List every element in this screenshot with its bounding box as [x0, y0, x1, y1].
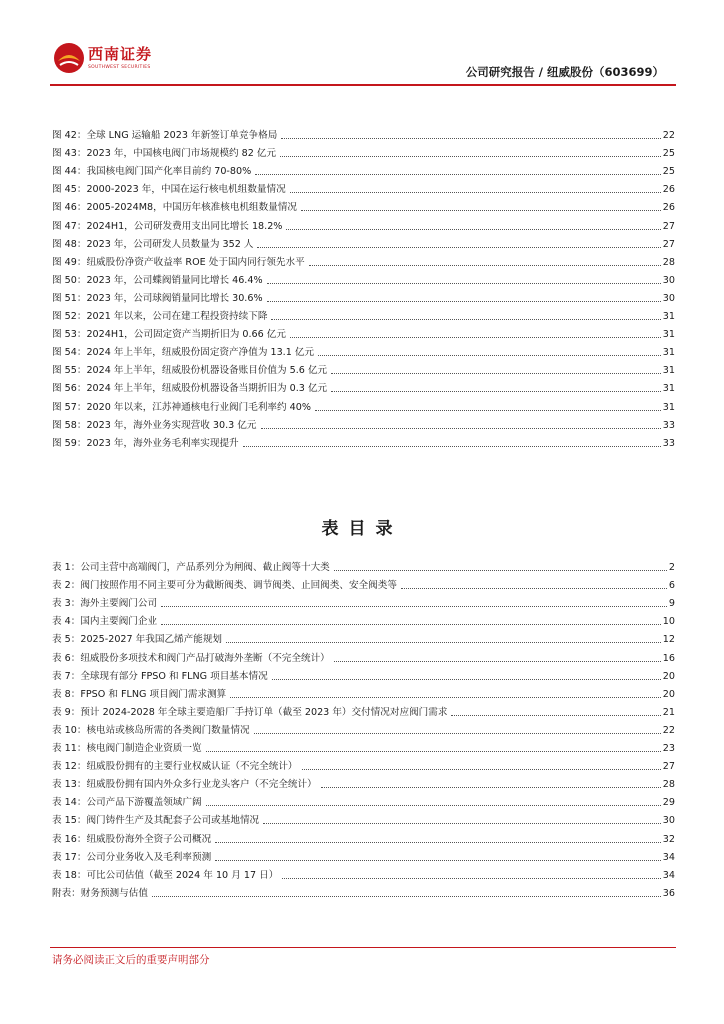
dot-leader	[206, 750, 661, 752]
dot-leader	[267, 300, 661, 302]
figure-entry[interactable]	[52, 395, 675, 413]
dot-leader	[309, 264, 661, 266]
table-entry[interactable]	[52, 737, 675, 755]
table-entry-label: 表 1：公司主营中高端阀门，产品系列分为闸阀、截止阀等十大类	[52, 562, 330, 574]
table-entry[interactable]	[52, 646, 675, 664]
table-entry-page-number: 34	[662, 851, 675, 863]
dot-leader	[226, 641, 661, 643]
table-entry-page-number: 36	[662, 887, 675, 899]
table-entry-page-number: 32	[662, 833, 675, 845]
figure-entry-label: 图 58：2023 年，海外业务实现营收 30.3 亿元	[52, 419, 257, 431]
table-entry-label: 表 4：国内主要阀门企业	[52, 616, 158, 628]
dot-leader	[152, 895, 661, 897]
figure-entry[interactable]	[52, 323, 675, 341]
table-entry-label: 表 16：纽威股份海外全资子公司概况	[52, 833, 212, 845]
table-entry-label: 表 6：纽威股份多项技术和阀门产品打破海外垄断（不完全统计）	[52, 652, 330, 664]
figure-entry-label: 图 49：纽威股份净资产收益率 ROE 处于国内同行领先水平	[52, 256, 305, 268]
table-entry-page-number: 12	[662, 634, 675, 646]
figure-entry[interactable]	[52, 359, 675, 377]
figure-entry[interactable]	[52, 287, 675, 305]
figure-entry-label: 图 54：2024 年上半年，纽威股份固定资产净值为 13.1 亿元	[52, 347, 315, 359]
figure-entry-label: 图 56：2024 年上半年，纽威股份机器设备当期折旧为 0.3 亿元	[52, 383, 328, 395]
figure-entry-page-number: 30	[662, 292, 675, 304]
table-entry[interactable]	[52, 773, 675, 791]
dot-leader	[271, 318, 660, 320]
table-entry-label: 表 2：阀门按照作用不同主要可分为截断阀类、调节阀类、止回阀类、安全阀类等	[52, 580, 397, 592]
dot-leader	[331, 372, 661, 374]
figure-entry-page-number: 27	[662, 238, 675, 250]
figure-entry[interactable]	[52, 124, 675, 142]
dot-leader	[230, 696, 661, 698]
figure-entry[interactable]	[52, 341, 675, 359]
header-divider	[50, 84, 676, 86]
figure-entry-label: 图 51：2023 年，公司球阀销量同比增长 30.6%	[52, 292, 263, 304]
tables-section-title: 表目录	[321, 519, 403, 539]
table-entry-label: 表 18：可比公司估值（截至 2024 年 10 月 17 日）	[52, 869, 279, 881]
table-entry[interactable]	[52, 574, 675, 592]
dot-leader	[161, 605, 667, 607]
dot-leader	[206, 804, 661, 806]
table-entry[interactable]	[52, 719, 675, 737]
table-entry-page-number: 22	[662, 724, 675, 736]
figure-entry[interactable]	[52, 414, 675, 432]
dot-leader	[215, 859, 661, 861]
dot-leader	[401, 587, 667, 589]
dot-leader	[257, 246, 660, 248]
figure-entry[interactable]	[52, 196, 675, 214]
figure-entry[interactable]	[52, 377, 675, 395]
dot-leader	[281, 137, 660, 139]
table-entry-label: 表 7：全球现有部分 FPSO 和 FLNG 项目基本情况	[52, 670, 268, 682]
figure-entry-page-number: 31	[662, 383, 675, 395]
table-entry[interactable]	[52, 556, 675, 574]
dot-leader	[321, 786, 661, 788]
figure-entry-page-number: 31	[662, 329, 675, 341]
dot-leader	[302, 768, 661, 770]
dot-leader	[263, 822, 661, 824]
figure-entry-page-number: 25	[662, 166, 675, 178]
dot-leader	[301, 209, 661, 211]
figure-entry[interactable]	[52, 160, 675, 178]
figure-entry-page-number: 31	[662, 347, 675, 359]
table-entry[interactable]	[52, 701, 675, 719]
figure-entry[interactable]	[52, 251, 675, 269]
figure-entry-page-number: 30	[662, 274, 675, 286]
table-entry-page-number: 21	[662, 706, 675, 718]
table-entry[interactable]	[52, 846, 675, 864]
table-entry[interactable]	[52, 882, 675, 900]
table-entry-page-number: 30	[662, 815, 675, 827]
table-entry[interactable]	[52, 809, 675, 827]
table-entry-label: 表 3：海外主要阀门公司	[52, 598, 158, 610]
table-entry-page-number: 6	[668, 580, 675, 592]
figure-entry-page-number: 26	[662, 202, 675, 214]
table-entry-label: 表 17：公司分业务收入及毛利率预测	[52, 851, 212, 863]
figure-entry-label: 图 55：2024 年上半年，纽威股份机器设备账目价值为 5.6 亿元	[52, 365, 328, 377]
table-entry-label: 表 13：纽威股份拥有国内外众多行业龙头客户（不完全统计）	[52, 779, 317, 791]
table-entry-page-number: 27	[662, 761, 675, 773]
figure-entry[interactable]	[52, 269, 675, 287]
footer-disclaimer: 请务必阅读正文后的重要声明部分	[52, 954, 210, 966]
table-list	[52, 556, 675, 900]
logo-text-en: SOUTHWEST SECURITIES	[88, 65, 151, 70]
figure-entry-label: 图 43：2023 年，中国核电阀门市场规模约 82 亿元	[52, 148, 277, 160]
dot-leader	[451, 714, 660, 716]
logo-mark-icon	[52, 41, 86, 75]
dot-leader	[215, 841, 661, 843]
table-entry-page-number: 20	[662, 688, 675, 700]
figure-entry-label: 图 42：全球 LNG 运输船 2023 年新签订单竞争格局	[52, 130, 278, 142]
dot-leader	[318, 354, 661, 356]
dot-leader	[282, 877, 660, 879]
dot-leader	[243, 445, 661, 447]
table-entry-page-number: 10	[662, 616, 675, 628]
figure-entry[interactable]	[52, 233, 675, 251]
table-entry-label: 表 5：2025-2027 年我国乙烯产能规划	[52, 634, 223, 646]
table-entry-label: 表 15：阀门铸件生产及其配套子公司或基地情况	[52, 815, 260, 827]
figure-entry-label: 图 44：我国核电阀门国产化率目前约 70-80%	[52, 166, 252, 178]
report-tag: 公司研究报告 / 纽威股份（603699）	[465, 65, 664, 79]
table-entry-page-number: 34	[662, 869, 675, 881]
table-entry-page-number: 23	[662, 743, 675, 755]
table-entry[interactable]	[52, 827, 675, 845]
dot-leader	[261, 427, 661, 429]
table-entry-label: 表 12：纽威股份拥有的主要行业权威认证（不完全统计）	[52, 761, 298, 773]
dot-leader	[255, 173, 661, 175]
figure-entry-page-number: 27	[662, 220, 675, 232]
dot-leader	[161, 623, 661, 625]
figure-entry-page-number: 22	[662, 130, 675, 142]
figure-entry[interactable]	[52, 178, 675, 196]
table-entry[interactable]	[52, 665, 675, 683]
figure-entry-label: 图 59：2023 年，海外业务毛利率实现提升	[52, 437, 239, 449]
figure-entry-label: 图 53：2024H1，公司固定资产当期折旧为 0.66 亿元	[52, 329, 286, 341]
dot-leader	[272, 678, 661, 680]
dot-leader	[290, 336, 661, 338]
dot-leader	[334, 569, 667, 571]
table-entry[interactable]	[52, 610, 675, 628]
table-entry-page-number: 16	[662, 652, 675, 664]
dot-leader	[331, 390, 661, 392]
table-entry-page-number: 20	[662, 670, 675, 682]
table-entry-label: 表 10：核电站或核岛所需的各类阀门数量情况	[52, 724, 250, 736]
figure-entry-label: 图 50：2023 年，公司蝶阀销量同比增长 46.4%	[52, 274, 263, 286]
figure-entry-page-number: 26	[662, 184, 675, 196]
figure-entry-label: 图 52：2021 年以来，公司在建工程投资持续下降	[52, 311, 268, 323]
dot-leader	[267, 282, 661, 284]
figure-entry-page-number: 25	[662, 148, 675, 160]
dot-leader	[334, 660, 661, 662]
figure-list	[52, 124, 675, 450]
dot-leader	[254, 732, 661, 734]
logo-text-cn: 西南证券	[88, 45, 153, 63]
figure-entry-label: 图 48：2023 年，公司研发人员数量为 352 人	[52, 238, 254, 250]
figure-entry-page-number: 33	[662, 437, 675, 449]
figure-entry[interactable]	[52, 142, 675, 160]
figure-entry[interactable]	[52, 214, 675, 232]
footer-divider	[50, 947, 676, 948]
figure-entry-page-number: 31	[662, 365, 675, 377]
figure-entry[interactable]	[52, 432, 675, 450]
table-entry[interactable]	[52, 864, 675, 882]
table-entry-page-number: 28	[662, 779, 675, 791]
dot-leader	[290, 191, 661, 193]
table-entry-page-number: 9	[668, 598, 675, 610]
table-entry-page-number: 2	[668, 562, 675, 574]
table-entry-label: 表 8：FPSO 和 FLNG 项目阀门需求测算	[52, 688, 227, 700]
figure-entry-label: 图 45：2000-2023 年，中国在运行核电机组数量情况	[52, 184, 286, 196]
table-entry[interactable]	[52, 592, 675, 610]
table-entry-label: 表 14：公司产品下游覆盖领域广阔	[52, 797, 202, 809]
figure-entry-label: 图 57：2020 年以来，江苏神通核电行业阀门毛利率约 40%	[52, 401, 311, 413]
table-entry[interactable]	[52, 791, 675, 809]
dot-leader	[286, 228, 660, 230]
figure-entry-page-number: 28	[662, 256, 675, 268]
table-entry[interactable]	[52, 755, 675, 773]
table-entry-label: 表 11：核电阀门制造企业资质一览	[52, 743, 202, 755]
figure-entry-label: 图 46：2005-2024M8，中国历年核准核电机组数量情况	[52, 202, 298, 214]
figure-entry-label: 图 47：2024H1，公司研发费用支出同比增长 18.2%	[52, 220, 283, 232]
figure-entry-page-number: 33	[662, 419, 675, 431]
table-entry-page-number: 29	[662, 797, 675, 809]
page-header	[0, 0, 724, 90]
table-entry[interactable]	[52, 683, 675, 701]
table-entry-label: 附表：财务预测与估值	[52, 887, 148, 899]
table-entry-label: 表 9：预计 2024-2028 年全球主要造船厂手持订单（截至 2023 年）交付情况对应阀门需求	[52, 706, 448, 718]
dot-leader	[315, 409, 661, 411]
figure-entry-page-number: 31	[662, 401, 675, 413]
figure-entry-page-number: 31	[662, 311, 675, 323]
table-entry[interactable]	[52, 628, 675, 646]
dot-leader	[280, 155, 661, 157]
company-logo	[52, 41, 162, 77]
figure-entry[interactable]	[52, 305, 675, 323]
